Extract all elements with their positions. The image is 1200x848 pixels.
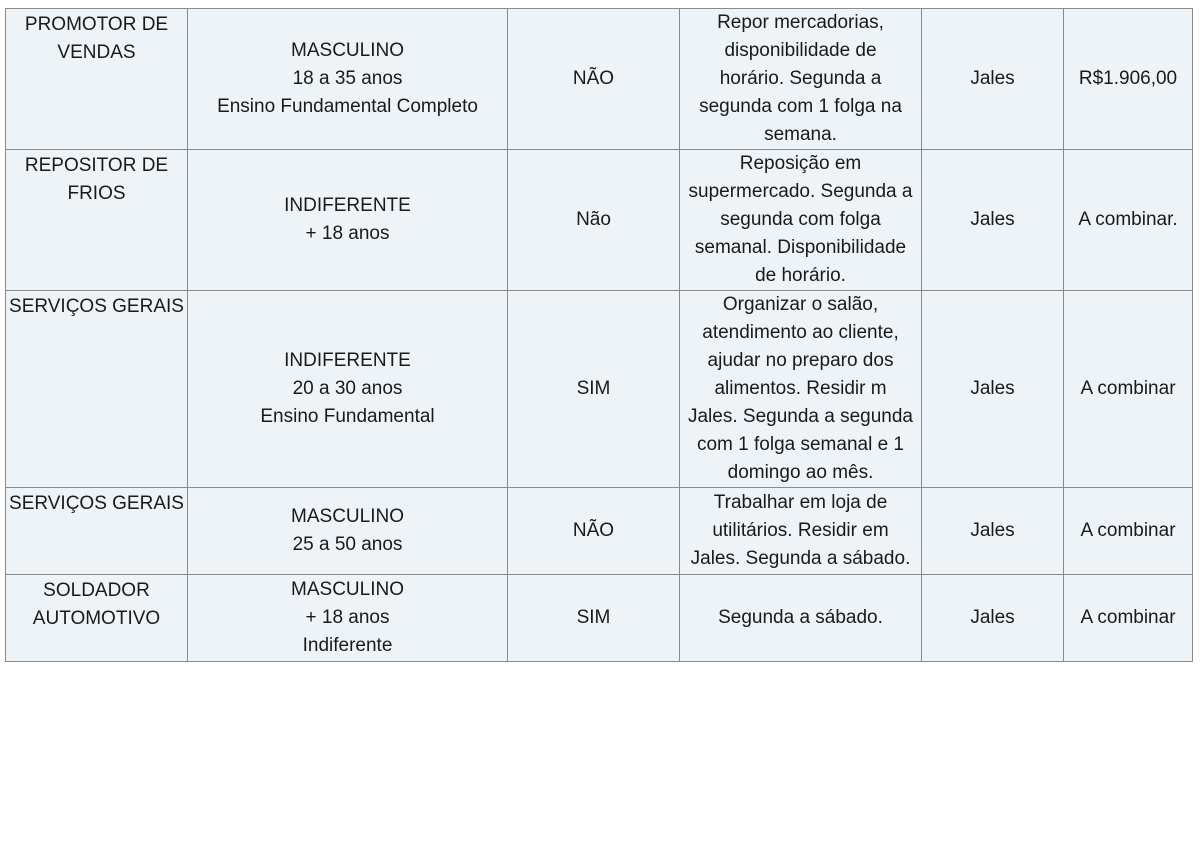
job-title-line: PROMOTOR DE xyxy=(24,14,169,35)
profile-line: + 18 anos xyxy=(305,223,390,244)
description-line: Trabalhar em loja de xyxy=(713,492,888,513)
profile-line: + 18 anos xyxy=(305,607,390,628)
description-cell xyxy=(680,150,922,291)
profile-line: MASCULINO xyxy=(291,579,404,600)
experience-cell xyxy=(508,291,680,488)
description-line: Organizar o salão, xyxy=(722,294,879,315)
description-line: domingo ao mês. xyxy=(727,462,874,483)
description-line: Repor mercadorias, xyxy=(717,12,884,33)
description-cell xyxy=(680,9,922,150)
profile-line: 20 a 30 anos xyxy=(292,378,403,399)
job-title-cell xyxy=(6,575,188,662)
experience-cell xyxy=(508,575,680,662)
city-cell xyxy=(922,9,1064,150)
description-line: atendimento ao cliente, xyxy=(702,322,899,343)
salary-value: A combinar xyxy=(1080,607,1176,628)
profile-line: Indiferente xyxy=(302,635,393,656)
profile-line: Ensino Fundamental Completo xyxy=(217,96,478,117)
salary-value: A combinar xyxy=(1080,378,1176,399)
job-title-line: SOLDADOR xyxy=(43,580,150,601)
description-line: semana. xyxy=(764,124,837,145)
description-cell xyxy=(680,291,922,488)
description-line: alimentos. Residir m xyxy=(714,378,887,399)
city-value: Jales xyxy=(970,520,1015,541)
salary-value: R$1.906,00 xyxy=(1078,68,1178,89)
description-line: Segunda a sábado. xyxy=(718,607,883,628)
description-cell xyxy=(680,488,922,575)
salary-value: A combinar xyxy=(1080,520,1176,541)
salary-value: A combinar. xyxy=(1078,209,1178,230)
experience-value: NÃO xyxy=(572,68,615,89)
description-line: segunda com 1 folga na xyxy=(699,96,902,117)
profile-cell xyxy=(188,150,508,291)
description-line: de horário. xyxy=(755,265,846,286)
profile-line: 18 a 35 anos xyxy=(292,68,403,89)
city-value: Jales xyxy=(970,607,1015,628)
experience-cell xyxy=(508,150,680,291)
experience-value: NÃO xyxy=(572,520,615,541)
experience-value: SIM xyxy=(576,378,611,399)
description-line: ajudar no preparo dos xyxy=(707,350,894,371)
table-row xyxy=(6,9,1193,150)
table-row xyxy=(6,291,1193,488)
city-cell xyxy=(922,291,1064,488)
job-title-cell xyxy=(6,488,188,575)
description-line: segunda com folga xyxy=(720,209,881,230)
job-listings-table xyxy=(5,8,1193,662)
city-cell xyxy=(922,575,1064,662)
description-line: Jales. Segunda a segunda xyxy=(687,406,913,427)
description-line: semanal. Disponibilidade xyxy=(694,237,907,258)
salary-cell xyxy=(1064,575,1193,662)
table-row xyxy=(6,575,1193,662)
description-line: disponibilidade de xyxy=(724,40,877,61)
job-title-line: SERVIÇOS GERAIS xyxy=(9,296,184,317)
description-line: Jales. Segunda a sábado. xyxy=(690,548,911,569)
experience-cell xyxy=(508,488,680,575)
job-title-cell xyxy=(6,150,188,291)
city-cell xyxy=(922,488,1064,575)
description-line: com 1 folga semanal e 1 xyxy=(696,434,904,455)
profile-line: INDIFERENTE xyxy=(284,195,411,216)
experience-value: SIM xyxy=(576,607,611,628)
profile-line: MASCULINO xyxy=(291,40,404,61)
job-title-line: FRIOS xyxy=(67,183,126,204)
job-title-line: SERVIÇOS GERAIS xyxy=(9,493,184,514)
city-value: Jales xyxy=(970,378,1015,399)
profile-line: 25 a 50 anos xyxy=(292,534,403,555)
job-title-cell xyxy=(6,291,188,488)
city-value: Jales xyxy=(970,68,1015,89)
profile-line: INDIFERENTE xyxy=(284,350,411,371)
profile-cell xyxy=(188,488,508,575)
job-title-line: REPOSITOR DE xyxy=(24,155,169,176)
salary-cell xyxy=(1064,291,1193,488)
profile-line: MASCULINO xyxy=(291,506,404,527)
description-cell xyxy=(680,575,922,662)
job-title-line: VENDAS xyxy=(57,42,136,63)
job-title-cell xyxy=(6,9,188,150)
description-line: supermercado. Segunda a xyxy=(688,181,913,202)
experience-value: Não xyxy=(576,209,611,230)
salary-cell xyxy=(1064,488,1193,575)
job-title-line: AUTOMOTIVO xyxy=(32,608,161,629)
city-cell xyxy=(922,150,1064,291)
table-row xyxy=(6,488,1193,575)
description-line: utilitários. Residir em xyxy=(712,520,889,541)
description-line: Reposição em xyxy=(739,153,862,174)
salary-cell xyxy=(1064,9,1193,150)
salary-cell xyxy=(1064,150,1193,291)
description-line: horário. Segunda a xyxy=(719,68,882,89)
profile-line: Ensino Fundamental xyxy=(260,406,435,427)
city-value: Jales xyxy=(970,209,1015,230)
profile-cell xyxy=(188,9,508,150)
profile-cell xyxy=(188,575,508,662)
table-row xyxy=(6,150,1193,291)
profile-cell xyxy=(188,291,508,488)
experience-cell xyxy=(508,9,680,150)
